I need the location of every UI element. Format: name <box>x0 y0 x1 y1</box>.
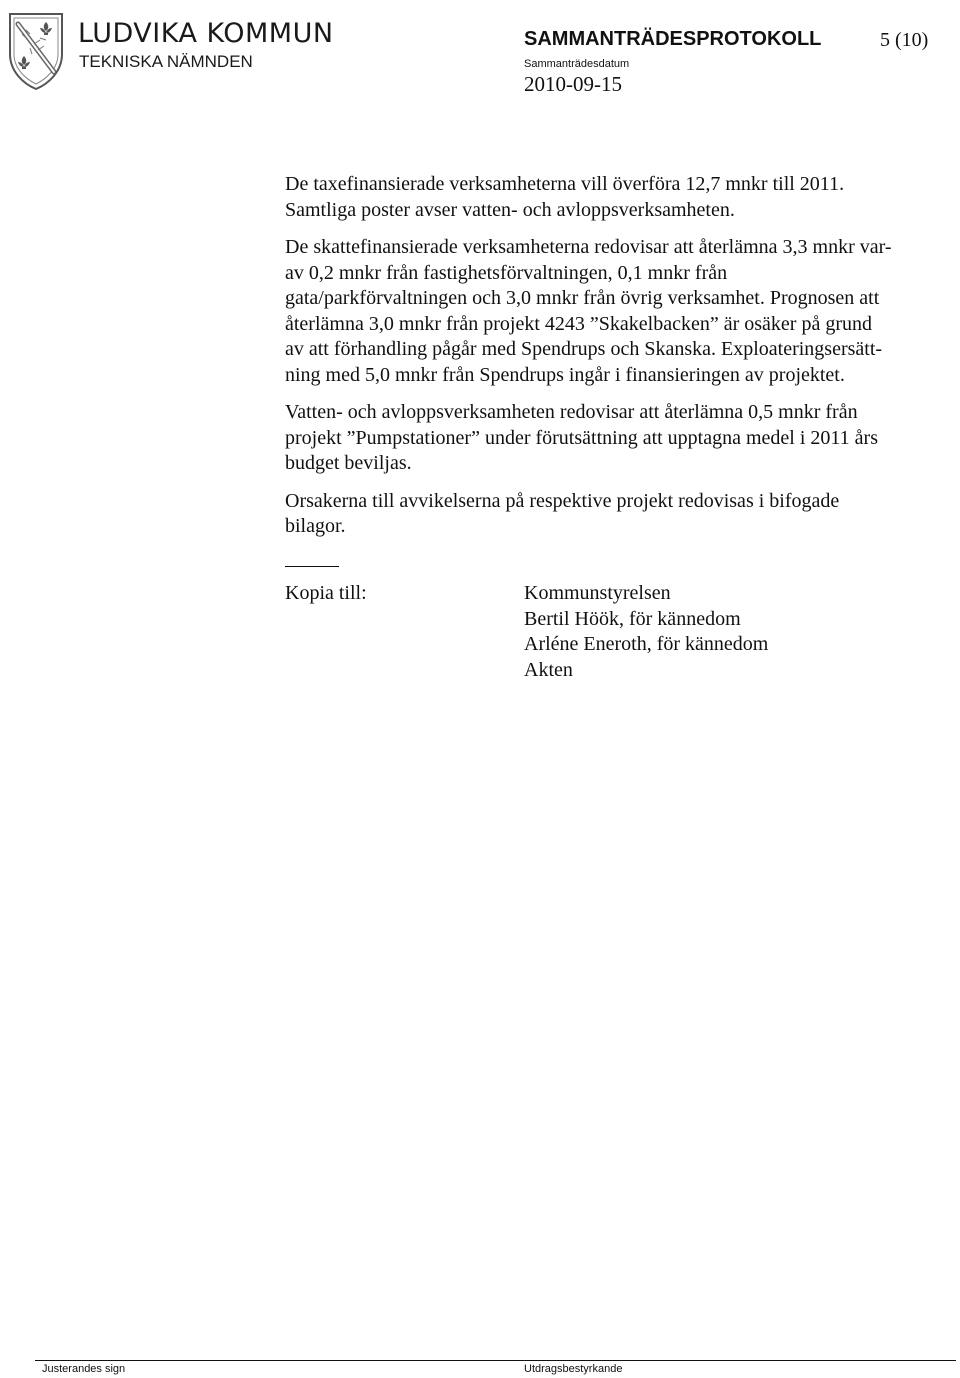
copy-recipient: Kommunstyrelsen <box>524 582 671 604</box>
text-line: Samtliga poster avser vatten- och avloppsverksamheten. <box>285 198 735 221</box>
paragraph-transfer <box>285 172 945 223</box>
copy-to-label: Kopia till: <box>285 582 367 604</box>
paragraph-water-sewage <box>285 400 945 477</box>
adjuster-signature-label: Justerandes sign <box>42 1363 126 1375</box>
text-line: bilagor. <box>285 515 346 537</box>
text-line: återlämna 3,0 mnkr från projekt 4243 ”Skakelbacken” är osäker på grund <box>285 312 872 335</box>
copy-recipient: Bertil Höök, för kännedom <box>524 607 741 630</box>
text-line: av 0,2 mnkr från fastighetsförvaltningen, 0,1 mnkr från <box>285 261 728 284</box>
document-title: SAMMANTRÄDESPROTOKOLL <box>524 28 822 50</box>
footer-divider <box>35 1360 956 1361</box>
copy-recipient: Arléne Eneroth, för kännedom <box>524 633 769 655</box>
text-line: budget beviljas. <box>285 452 412 474</box>
section-divider <box>285 566 339 567</box>
protocol-body <box>285 172 945 552</box>
copy-recipients-list <box>524 581 768 683</box>
text-line: De skattefinansierade verksamheterna redovisar att återlämna 3,3 mnkr var- <box>285 236 892 258</box>
text-line: projekt ”Pumpstationer” under förutsättning att upptagna medel i 2011 års <box>285 426 878 449</box>
department-name: TEKNISKA NÄMNDEN <box>79 52 253 71</box>
municipality-crest-logo <box>4 10 68 92</box>
text-line: Vatten- och avloppsverksamheten redovisar att återlämna 0,5 mnkr från <box>285 401 858 423</box>
text-line: ning med 5,0 mnkr från Spendrups ingår i finansieringen av projektet. <box>285 363 845 386</box>
extract-certification-label: Utdragsbestyrkande <box>524 1363 623 1375</box>
paragraph-tax-financed <box>285 235 945 388</box>
page-number: 5 (10) <box>880 29 929 51</box>
text-line: De taxefinansierade verksamheterna vill överföra 12,7 mnkr till 2011. <box>285 173 845 195</box>
text-line: gata/parkförvaltningen och 3,0 mnkr från övrig verksamhet. Prognosen att <box>285 287 880 309</box>
text-line: av att förhandling pågår med Spendrups och Skanska. Exploateringsersätt- <box>285 338 883 360</box>
copy-recipient: Akten <box>524 658 573 681</box>
meeting-date-label: Sammanträdesdatum <box>524 58 630 70</box>
meeting-date: 2010-09-15 <box>524 72 622 96</box>
text-line: Orsakerna till avvikelserna på respektive projekt redovisas i bifogade <box>285 489 840 512</box>
paragraph-reasons <box>285 489 945 540</box>
organization-name: LUDVIKA KOMMUN <box>78 18 334 49</box>
